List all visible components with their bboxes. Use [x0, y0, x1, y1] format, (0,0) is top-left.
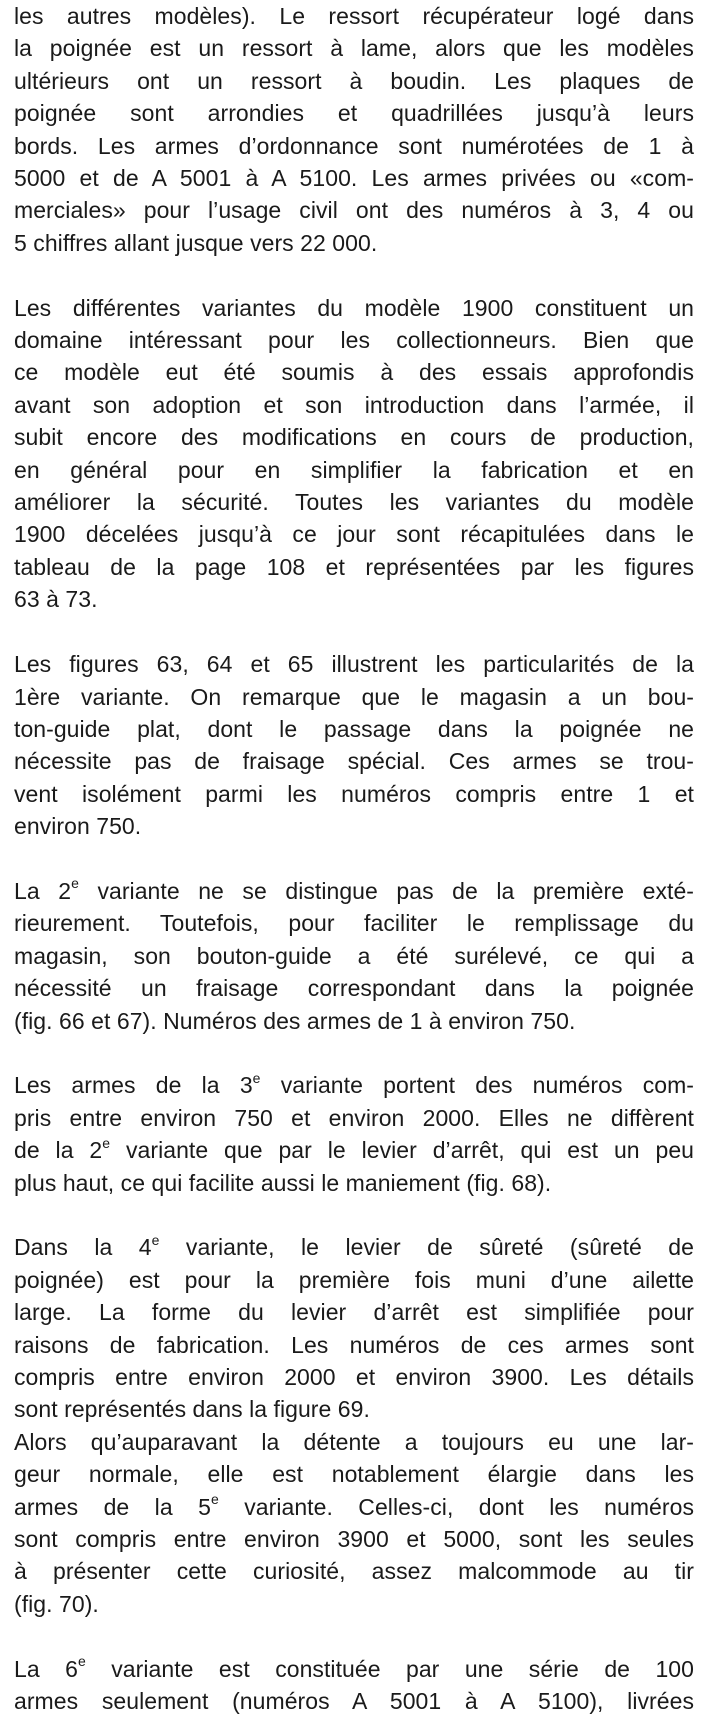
- text-fragment: variante, le levier de sûreté (sûreté de: [159, 1234, 694, 1261]
- text-line: [14, 1653, 694, 1685]
- text-line: avant son adoption et son introduction dans l’armée, il: [14, 391, 694, 418]
- text-line: Alors qu’auparavant la détente a toujours eu une lar-: [14, 1428, 694, 1455]
- text-fragment: variante. Celles-ci, dont les numéros: [218, 1493, 694, 1520]
- text-fragment: variante est constituée par une série de 100: [85, 1655, 694, 1682]
- text-line: ce modèle eut été soumis à des essais approfondis: [14, 359, 694, 386]
- ordinal-superscript: e: [252, 1069, 261, 1086]
- text-line: domaine intéressant pour les collectionneurs. Bien que: [14, 327, 694, 354]
- text-line: poignée sont arrondies et quadrillées jusqu’à leurs: [14, 100, 694, 127]
- text-line: [14, 1231, 694, 1263]
- text-line: Les figures 63, 64 et 65 illustrent les particularités de la: [14, 651, 694, 678]
- text-line: Les différentes variantes du modèle 1900 constituent un: [14, 294, 694, 321]
- document-page: [14, 0, 694, 1715]
- body-paragraph: [14, 1653, 694, 1717]
- text-fragment: armes de la 5: [14, 1493, 211, 1520]
- text-line: geur normale, elle est notablement élargie dans les: [14, 1461, 694, 1488]
- body-paragraph: [14, 648, 694, 842]
- text-fragment: variante que par le levier d’arrêt, qui est un peu: [110, 1137, 694, 1164]
- body-paragraph: [14, 0, 694, 259]
- text-line: rieurement. Toutefois, pour faciliter le remplissage du: [14, 910, 694, 937]
- text-line: raisons de fabrication. Les numéros de ces armes sont: [14, 1331, 694, 1358]
- text-line: améliorer la sécurité. Toutes les variantes du modèle: [14, 489, 694, 516]
- text-fragment: La 6: [14, 1655, 78, 1682]
- text-line: ton-guide plat, dont le passage dans la poignée ne: [14, 715, 694, 742]
- text-line: environ 750.: [14, 813, 142, 840]
- text-line: la poignée est un ressort à lame, alors que les modèles: [14, 35, 694, 62]
- text-fragment: variante portent des numéros com-: [260, 1072, 694, 1099]
- body-paragraph: [14, 875, 694, 1037]
- text-line: armes seulement (numéros A 5001 à A 5100), livrées: [14, 1688, 694, 1715]
- body-paragraph: [14, 292, 694, 616]
- text-line: [14, 1069, 694, 1101]
- text-line: vent isolément parmi les numéros compris entre 1 et: [14, 780, 694, 807]
- text-line: (fig. 66 et 67). Numéros des armes de 1 à environ 750.: [14, 1007, 576, 1034]
- text-line: sont compris entre environ 3900 et 5000, sont les seules: [14, 1526, 694, 1553]
- text-fragment: variante ne se distingue pas de la première exté-: [78, 877, 694, 904]
- text-line: bords. Les armes d’ordonnance sont numérotées de 1 à: [14, 132, 694, 159]
- text-line: 63 à 73.: [14, 586, 98, 613]
- text-line: compris entre environ 2000 et environ 3900. Les détails: [14, 1363, 694, 1390]
- text-line: sont représentés dans la figure 69.: [14, 1396, 370, 1423]
- ordinal-superscript: e: [77, 1652, 86, 1669]
- text-line: les autres modèles). Le ressort récupérateur logé dans: [14, 3, 694, 29]
- text-line: tableau de la page 108 et représentées par les figures: [14, 553, 694, 580]
- text-fragment: de la 2: [14, 1137, 103, 1164]
- text-line: merciales» pour l’usage civil ont des numéros à 3, 4 ou: [14, 197, 694, 224]
- text-line: (fig. 70).: [14, 1590, 99, 1617]
- body-paragraph: [14, 1426, 694, 1620]
- text-line: en général pour en simplifier la fabrication et en: [14, 456, 694, 483]
- text-line: [14, 1491, 694, 1523]
- text-fragment: La 2: [14, 877, 72, 904]
- text-line: 5000 et de A 5001 à A 5100. Les armes privées ou «com-: [14, 165, 694, 192]
- ordinal-superscript: e: [210, 1490, 219, 1507]
- text-line: 1ère variante. On remarque que le magasin a un bou-: [14, 683, 694, 710]
- ordinal-superscript: e: [102, 1134, 111, 1151]
- text-line: pris entre environ 750 et environ 2000. Elles ne diffèrent: [14, 1104, 694, 1131]
- text-line: ultérieurs ont un ressort à boudin. Les plaques de: [14, 67, 694, 94]
- ordinal-superscript: e: [71, 875, 79, 892]
- text-line: [14, 875, 694, 907]
- text-line: large. La forme du levier d’arrêt est simplifiée pour: [14, 1299, 694, 1326]
- text-fragment: Dans la 4: [14, 1234, 152, 1261]
- text-line: poignée) est pour la première fois muni d’une ailette: [14, 1266, 694, 1293]
- text-line: à présenter cette curiosité, assez malcommode au tir: [14, 1558, 694, 1585]
- ordinal-superscript: e: [151, 1231, 160, 1248]
- text-line: subit encore des modifications en cours de production,: [14, 424, 694, 451]
- text-line: nécessité un fraisage correspondant dans la poignée: [14, 975, 694, 1002]
- body-paragraph: [14, 1231, 694, 1425]
- text-line: [14, 1134, 694, 1166]
- text-fragment: Les armes de la 3: [14, 1072, 253, 1099]
- text-line: 1900 décelées jusqu’à ce jour sont récapitulées dans le: [14, 521, 694, 548]
- text-line: magasin, son bouton-guide a été surélevé, ce qui a: [14, 942, 694, 969]
- text-line: 5 chiffres allant jusque vers 22 000.: [14, 229, 378, 256]
- body-paragraph: [14, 1069, 694, 1199]
- text-line: nécessite pas de fraisage spécial. Ces armes se trou-: [14, 748, 694, 775]
- text-line: plus haut, ce qui facilite aussi le maniement (fig. 68).: [14, 1169, 552, 1196]
